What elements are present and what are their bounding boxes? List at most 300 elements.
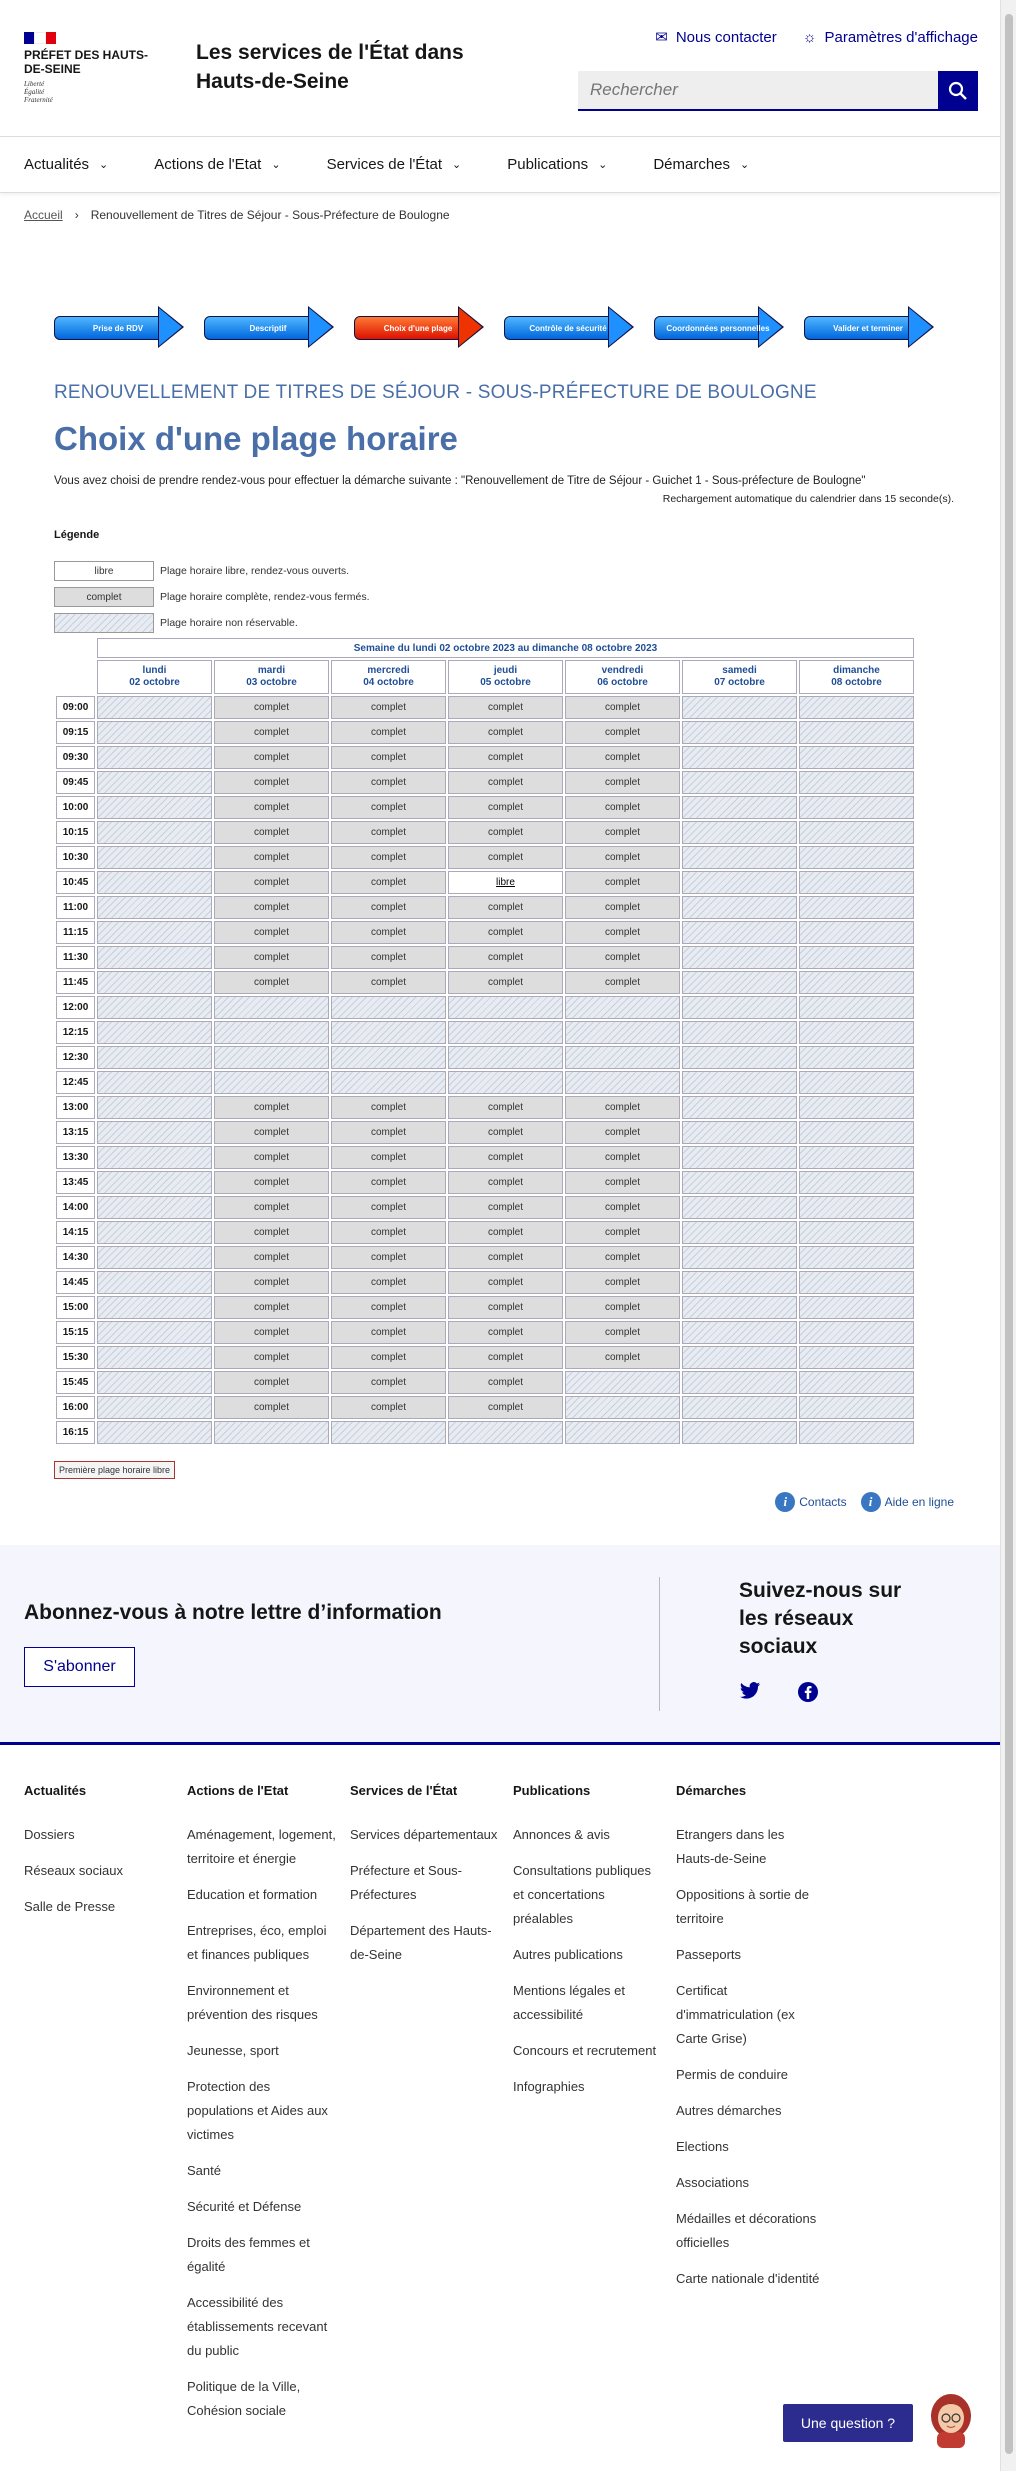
slot-full: complet <box>331 896 446 919</box>
slot-unavailable <box>214 1421 329 1444</box>
slot-full: complet <box>331 1196 446 1219</box>
slot-full: complet <box>214 1296 329 1319</box>
site-footer <box>0 1745 1000 2471</box>
footer-column-title: Publications <box>513 1783 591 1798</box>
time-row <box>56 746 914 769</box>
chevron-down-icon: ⌄ <box>740 159 750 171</box>
nav-item[interactable]: Actualités ⌄ <box>24 156 109 173</box>
slot-unavailable <box>682 1296 797 1319</box>
slot-unavailable <box>799 746 914 769</box>
slot-unavailable <box>682 1371 797 1394</box>
slot-full: complet <box>331 1396 446 1419</box>
day-header: jeudi 05 octobre <box>448 660 563 694</box>
slot-unavailable <box>97 721 212 744</box>
slot-full: complet <box>214 746 329 769</box>
slot-unavailable <box>682 1196 797 1219</box>
reload-notice: Rechargement automatique du calendrier dans 15 seconde(s). <box>662 493 954 505</box>
breadcrumb <box>24 208 450 222</box>
legend-row <box>54 613 370 633</box>
time-label: 13:00 <box>56 1096 95 1119</box>
footer-link[interactable]: Autres démarches <box>676 2103 782 2118</box>
breadcrumb-home[interactable]: Accueil <box>24 208 63 222</box>
footer-link[interactable]: Passeports <box>676 1947 742 1962</box>
step-5 <box>654 306 784 348</box>
slot-unavailable <box>565 1071 680 1094</box>
slot-unavailable <box>682 1071 797 1094</box>
logo-name: PRÉFET DES HAUTS-DE-SEINE <box>24 48 149 76</box>
slot-full: complet <box>331 721 446 744</box>
calendar <box>54 636 916 1446</box>
time-row <box>56 1021 914 1044</box>
slot-unavailable <box>565 1371 680 1394</box>
slot-unavailable <box>682 896 797 919</box>
time-label: 12:30 <box>56 1046 95 1069</box>
slot-full: complet <box>214 1321 329 1344</box>
time-label: 11:30 <box>56 946 95 969</box>
slot-full: complet <box>214 946 329 969</box>
slot-full: complet <box>448 821 563 844</box>
slot-full: complet <box>331 1246 446 1269</box>
time-row <box>56 846 914 869</box>
slot-full: complet <box>565 1296 680 1319</box>
time-row <box>56 896 914 919</box>
slot-unavailable <box>799 1096 914 1119</box>
time-label: 15:15 <box>56 1321 95 1344</box>
prefet-logo[interactable] <box>24 32 164 104</box>
time-row <box>56 1271 914 1294</box>
slot-unavailable <box>97 871 212 894</box>
time-label: 09:15 <box>56 721 95 744</box>
search-bar <box>578 71 978 111</box>
step-6 <box>804 306 934 348</box>
slot-unavailable <box>799 921 914 944</box>
time-row <box>56 921 914 944</box>
slot-unavailable <box>97 1346 212 1369</box>
help-links <box>775 1492 954 1512</box>
time-row <box>56 946 914 969</box>
footer-link[interactable]: Oppositions à sortie de territoire <box>676 1887 809 1926</box>
time-label: 13:30 <box>56 1146 95 1169</box>
slot-full: complet <box>214 1146 329 1169</box>
time-row <box>56 1196 914 1219</box>
slot-full: complet <box>448 1246 563 1269</box>
slot-full: complet <box>331 1121 446 1144</box>
slot-full: complet <box>565 721 680 744</box>
footer-link[interactable]: Département des Hauts-de-Seine <box>350 1923 492 1962</box>
slot-full: complet <box>214 1346 329 1369</box>
footer-link[interactable]: Droits des femmes et égalité <box>187 2235 310 2274</box>
slot-full: complet <box>565 896 680 919</box>
slot-unavailable <box>97 746 212 769</box>
slot-full: complet <box>448 696 563 719</box>
slot-unavailable <box>682 996 797 1019</box>
divider <box>659 1577 660 1711</box>
slot-unavailable <box>682 821 797 844</box>
footer-link[interactable]: Accessibilité des établissements recevant du public <box>187 2295 328 2358</box>
scroll-thumb[interactable] <box>1005 14 1013 2454</box>
contacts-link[interactable]: i Contacts <box>775 1492 846 1512</box>
footer-link[interactable]: Carte nationale d'identité <box>676 2271 820 2286</box>
footer-link[interactable]: Consultations publiques et concertations préalables <box>513 1863 652 1926</box>
time-row <box>56 696 914 719</box>
newsletter-title: Abonnez-vous à notre lettre d’information <box>24 1601 442 1624</box>
booking-steps <box>54 306 934 348</box>
subscribe-button[interactable]: S'abonner <box>24 1647 135 1687</box>
slot-full: complet <box>565 696 680 719</box>
social-icons <box>739 1681 819 1703</box>
slot-full: complet <box>214 1371 329 1394</box>
nav-item[interactable]: Publications ⌄ <box>507 156 608 173</box>
slot-unavailable <box>682 1321 797 1344</box>
time-row <box>56 1046 914 1069</box>
slot-free[interactable] <box>448 871 563 894</box>
slot-unavailable <box>799 996 914 1019</box>
slot-unavailable <box>682 1046 797 1069</box>
slot-full: complet <box>565 771 680 794</box>
footer-link[interactable]: Concours et recrutement <box>513 2043 657 2058</box>
footer-link[interactable]: Certificat d'immatriculation (ex Carte Grise) <box>676 1983 795 2046</box>
slot-full: complet <box>331 1146 446 1169</box>
slot-unavailable <box>214 1021 329 1044</box>
step-label: Contrôle de sécurité <box>529 323 607 333</box>
footer-link[interactable]: Autres publications <box>513 1947 623 1962</box>
slot-full: complet <box>214 721 329 744</box>
slot-unavailable <box>448 1046 563 1069</box>
contact-link[interactable]: ✉ Nous contacter <box>655 28 777 46</box>
slot-full: complet <box>448 1096 563 1119</box>
envelope-icon: ✉ <box>655 29 668 46</box>
sun-icon: ☼ <box>802 28 817 46</box>
slot-unavailable <box>682 1396 797 1419</box>
slot-unavailable <box>214 1071 329 1094</box>
time-label: 11:15 <box>56 921 95 944</box>
slot-unavailable <box>799 846 914 869</box>
footer-link[interactable]: Associations <box>676 2175 749 2190</box>
footer-link[interactable]: Protection des populations et Aides aux victimes <box>187 2079 328 2142</box>
slot-unavailable <box>331 1046 446 1069</box>
slot-unavailable <box>682 921 797 944</box>
slot-unavailable <box>97 1246 212 1269</box>
footer-link[interactable]: Mentions légales et accessibilité <box>513 1983 626 2022</box>
slot-full: complet <box>448 746 563 769</box>
slot-full: complet <box>214 821 329 844</box>
slot-full: complet <box>331 696 446 719</box>
site-header <box>0 0 1000 137</box>
social-title: Suivez-nous sur les réseaux sociaux <box>739 1579 902 1658</box>
slot-full: complet <box>331 946 446 969</box>
scrollbar[interactable] <box>1000 0 1016 2471</box>
search-input[interactable] <box>578 71 938 111</box>
time-label: 13:15 <box>56 1121 95 1144</box>
day-header: mercredi 04 octobre <box>331 660 446 694</box>
footer-link[interactable]: Permis de conduire <box>676 2067 788 2082</box>
footer-link[interactable]: Environnement et prévention des risques <box>187 1983 318 2022</box>
slot-unavailable <box>97 1096 212 1119</box>
slot-unavailable <box>799 1071 914 1094</box>
slot-unavailable <box>97 696 212 719</box>
slot-full: complet <box>214 971 329 994</box>
slot-unavailable <box>799 1246 914 1269</box>
slot-full: complet <box>331 971 446 994</box>
footer-link[interactable]: Etrangers dans les Hauts-de-Seine <box>676 1827 785 1866</box>
slot-unavailable <box>799 1146 914 1169</box>
slot-unavailable <box>448 996 563 1019</box>
time-label: 13:45 <box>56 1171 95 1194</box>
slot-full: complet <box>331 1321 446 1344</box>
slot-full: complet <box>331 1346 446 1369</box>
slot-full: complet <box>448 921 563 944</box>
footer-link[interactable]: Sécurité et Défense <box>187 2199 302 2214</box>
slot-unavailable <box>682 1271 797 1294</box>
info-icon: i <box>775 1492 795 1512</box>
slot-unavailable <box>97 1121 212 1144</box>
first-free-slot-button[interactable]: Première plage horaire libre <box>54 1461 175 1479</box>
time-label: 16:15 <box>56 1421 95 1444</box>
slot-unavailable <box>682 771 797 794</box>
search-icon <box>948 81 968 101</box>
slot-full: complet <box>448 1196 563 1219</box>
slot-full: complet <box>331 846 446 869</box>
slot-full: complet <box>214 1271 329 1294</box>
chevron-down-icon: ⌄ <box>452 159 462 171</box>
slot-full: complet <box>214 1221 329 1244</box>
slot-unavailable <box>799 796 914 819</box>
slot-unavailable <box>97 921 212 944</box>
slot-unavailable <box>448 1071 563 1094</box>
slot-unavailable <box>331 1071 446 1094</box>
day-header: dimanche 08 octobre <box>799 660 914 694</box>
booking-subtitle: RENOUVELLEMENT DE TITRES DE SÉJOUR - SOUS-PRÉFECTURE DE BOULOGNE <box>54 382 817 403</box>
nav-item[interactable]: Services de l'État ⌄ <box>326 156 462 173</box>
footer-link[interactable]: Santé <box>187 2163 221 2178</box>
legend-text: Plage horaire complète, rendez-vous fermés. <box>160 591 370 603</box>
slot-full: complet <box>565 1171 680 1194</box>
slot-full: complet <box>214 696 329 719</box>
slot-unavailable <box>682 746 797 769</box>
legend <box>54 561 370 639</box>
slot-full: complet <box>214 1171 329 1194</box>
footer-link[interactable]: Jeunesse, sport <box>187 2043 279 2058</box>
slot-unavailable <box>799 1371 914 1394</box>
footer-column-title: Démarches <box>676 1783 747 1798</box>
time-row <box>56 971 914 994</box>
slot-full: complet <box>331 771 446 794</box>
time-row <box>56 1321 914 1344</box>
slot-unavailable <box>97 1321 212 1344</box>
site-title[interactable]: Les services de l'État dans Hauts-de-Seine <box>196 41 464 93</box>
footer-link[interactable]: Annonces & avis <box>513 1827 610 1842</box>
footer-link[interactable]: Infographies <box>513 2079 585 2094</box>
time-row <box>56 1296 914 1319</box>
chevron-right-icon: › <box>74 208 79 222</box>
slot-unavailable <box>799 1421 914 1444</box>
slot-unavailable <box>682 721 797 744</box>
step-4 <box>504 306 634 348</box>
nav-item[interactable]: Démarches ⌄ <box>653 156 750 173</box>
slot-unavailable <box>97 971 212 994</box>
slot-full: complet <box>448 846 563 869</box>
chevron-down-icon: ⌄ <box>598 159 608 171</box>
footer-link[interactable]: Médailles et décorations officielles <box>676 2211 817 2250</box>
help-link[interactable]: i Aide en ligne <box>861 1492 954 1512</box>
footer-link[interactable]: Aménagement, logement, territoire et énergie <box>187 1827 336 1866</box>
step-label: Coordonnées personnelles <box>666 323 770 333</box>
slot-unavailable <box>799 721 914 744</box>
slot-unavailable <box>799 1346 914 1369</box>
slot-full: complet <box>448 771 563 794</box>
slot-unavailable <box>799 1171 914 1194</box>
search-button[interactable] <box>938 71 978 111</box>
legend-swatch: complet <box>54 587 154 607</box>
header-tools <box>655 28 978 46</box>
time-row <box>56 1246 914 1269</box>
time-label: 15:45 <box>56 1371 95 1394</box>
footer-link[interactable]: Entreprises, éco, emploi et finances publiques <box>187 1923 327 1962</box>
footer-link[interactable]: Politique de la Ville, Cohésion sociale <box>187 2379 301 2418</box>
page-title: Choix d'une plage horaire <box>54 420 458 457</box>
slot-full: complet <box>331 1221 446 1244</box>
slot-unavailable <box>682 1021 797 1044</box>
footer-column-title: Actualités <box>24 1783 87 1798</box>
chevron-down-icon: ⌄ <box>271 159 281 171</box>
time-row <box>56 1221 914 1244</box>
time-row <box>56 996 914 1019</box>
footer-column <box>676 1779 826 2303</box>
slot-unavailable <box>682 1146 797 1169</box>
slot-full: complet <box>565 1196 680 1219</box>
time-label: 15:00 <box>56 1296 95 1319</box>
time-label: 12:45 <box>56 1071 95 1094</box>
slot-unavailable <box>97 946 212 969</box>
legend-text: Plage horaire non réservable. <box>160 617 298 629</box>
footer-link[interactable]: Elections <box>676 2139 729 2154</box>
slot-full: complet <box>448 1321 563 1344</box>
slot-full: complet <box>331 1371 446 1394</box>
slot-unavailable <box>682 1121 797 1144</box>
slot-full: complet <box>565 821 680 844</box>
slot-unavailable <box>799 821 914 844</box>
time-label: 15:30 <box>56 1346 95 1369</box>
slot-unavailable <box>799 696 914 719</box>
slot-full: complet <box>565 1121 680 1144</box>
time-label: 12:15 <box>56 1021 95 1044</box>
footer-link[interactable]: Préfecture et Sous-Préfectures <box>350 1863 462 1902</box>
slot-unavailable <box>565 996 680 1019</box>
slot-full: complet <box>448 971 563 994</box>
slot-unavailable <box>97 996 212 1019</box>
footer-link[interactable]: Réseaux sociaux <box>24 1863 123 1878</box>
slot-unavailable <box>97 846 212 869</box>
slot-full: complet <box>565 746 680 769</box>
step-1 <box>54 306 184 348</box>
time-label: 14:30 <box>56 1246 95 1269</box>
time-row <box>56 1121 914 1144</box>
footer-link[interactable]: Education et formation <box>187 1887 318 1902</box>
flag-icon <box>24 32 56 44</box>
time-row <box>56 1396 914 1419</box>
slot-full: complet <box>331 821 446 844</box>
slot-full: complet <box>214 1121 329 1144</box>
time-row <box>56 1171 914 1194</box>
slot-unavailable <box>682 1096 797 1119</box>
slot-full: complet <box>565 1321 680 1344</box>
slot-full: complet <box>565 871 680 894</box>
step-label: Prise de RDV <box>92 323 144 333</box>
slot-full: complet <box>448 796 563 819</box>
slot-unavailable <box>799 1296 914 1319</box>
slot-unavailable <box>565 1046 680 1069</box>
slot-full: complet <box>565 1271 680 1294</box>
slot-unavailable <box>97 1071 212 1094</box>
facebook-icon[interactable] <box>797 1681 819 1703</box>
twitter-icon[interactable] <box>739 1681 761 1701</box>
footer-column <box>513 1779 663 2111</box>
chat-button[interactable]: Une question ? <box>783 2404 913 2442</box>
day-header: samedi 07 octobre <box>682 660 797 694</box>
slot-unavailable <box>97 1421 212 1444</box>
slot-full: complet <box>214 871 329 894</box>
slot-full: complet <box>214 1396 329 1419</box>
slot-unavailable <box>799 1271 914 1294</box>
slot-unavailable <box>682 1171 797 1194</box>
time-row <box>56 721 914 744</box>
slot-unavailable <box>682 1421 797 1444</box>
slot-unavailable <box>799 1196 914 1219</box>
slot-full: complet <box>214 846 329 869</box>
display-settings-link[interactable]: ☼ Paramètres d'affichage <box>802 28 978 46</box>
slot-unavailable <box>331 1021 446 1044</box>
slot-unavailable <box>799 896 914 919</box>
step-3 <box>354 306 484 348</box>
footer-link[interactable]: Services départementaux <box>350 1827 498 1842</box>
slot-full: complet <box>214 896 329 919</box>
slot-unavailable <box>565 1421 680 1444</box>
slot-full: complet <box>565 1221 680 1244</box>
legend-row <box>54 587 370 607</box>
time-label: 10:15 <box>56 821 95 844</box>
slot-full: complet <box>214 1246 329 1269</box>
time-row <box>56 1421 914 1444</box>
footer-link[interactable]: Salle de Presse <box>24 1899 116 1914</box>
legend-row <box>54 561 370 581</box>
footer-link[interactable]: Dossiers <box>24 1827 75 1842</box>
legend-title: Légende <box>54 529 100 541</box>
slot-unavailable <box>565 1021 680 1044</box>
time-label: 11:45 <box>56 971 95 994</box>
slot-full: complet <box>214 921 329 944</box>
slot-free-link[interactable]: libre <box>496 877 515 888</box>
slot-full: complet <box>565 1246 680 1269</box>
slot-full: complet <box>448 1296 563 1319</box>
slot-full: complet <box>448 896 563 919</box>
legend-swatch: libre <box>54 561 154 581</box>
slot-full: complet <box>331 746 446 769</box>
footer-column <box>24 1779 174 1931</box>
legend-swatch <box>54 613 154 633</box>
day-header: vendredi 06 octobre <box>565 660 680 694</box>
slot-unavailable <box>799 871 914 894</box>
slot-full: complet <box>565 971 680 994</box>
legend-text: Plage horaire libre, rendez-vous ouverts. <box>160 565 350 577</box>
footer-column <box>350 1779 500 1979</box>
main-nav <box>0 137 1000 193</box>
nav-item[interactable]: Actions de l'Etat ⌄ <box>154 156 281 173</box>
slot-full: complet <box>565 1346 680 1369</box>
assistant-avatar[interactable] <box>925 2390 977 2448</box>
slot-full: complet <box>331 1296 446 1319</box>
slot-full: complet <box>331 796 446 819</box>
slot-unavailable <box>682 971 797 994</box>
